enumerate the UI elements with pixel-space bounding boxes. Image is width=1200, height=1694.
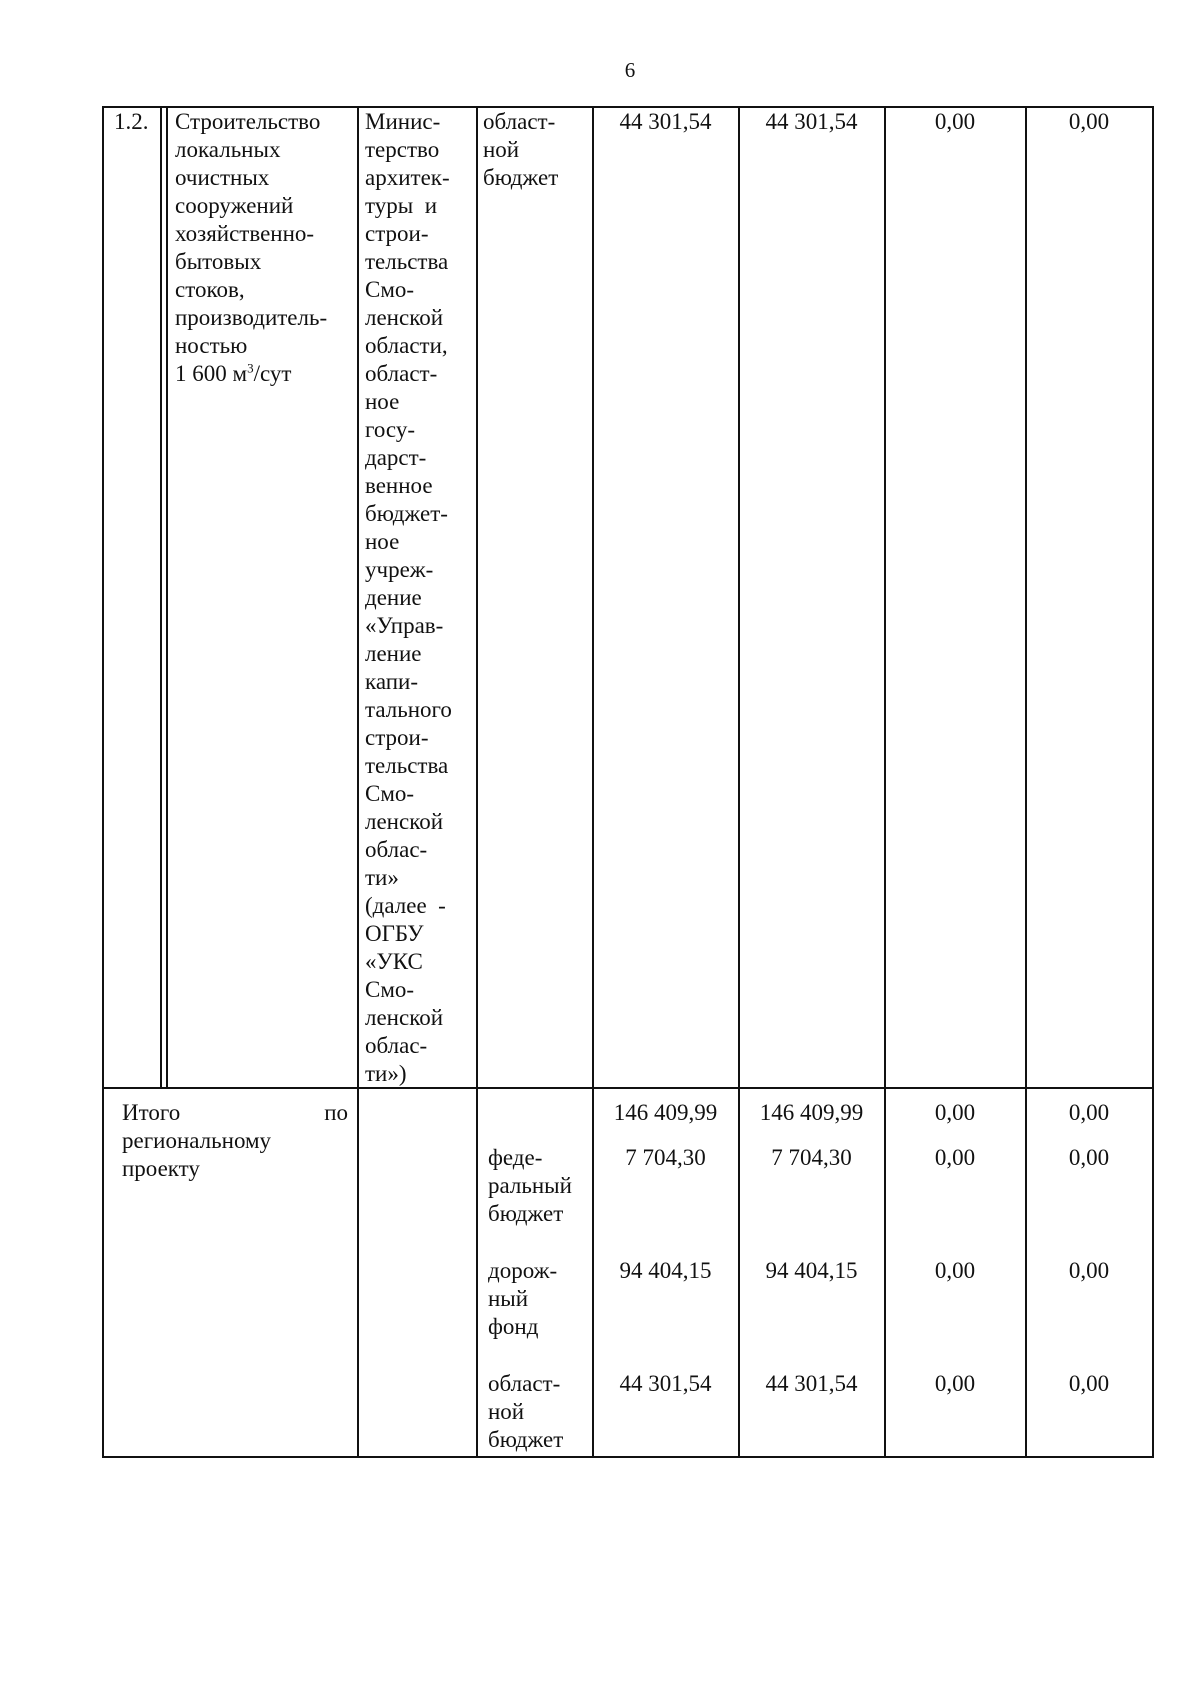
executor-line: терство — [365, 137, 440, 162]
summary-label-word: по — [324, 1100, 348, 1125]
executor-line: (далее - — [365, 893, 446, 918]
executor-line: капи- — [365, 669, 419, 694]
executor-line: венное — [365, 473, 433, 498]
executor-line: дение — [365, 585, 422, 610]
summary-source: област- ной бюджет — [488, 1371, 564, 1452]
executor-line: ОГБУ — [365, 921, 424, 946]
executor-line: «УКС — [365, 949, 423, 974]
table-border-left — [102, 106, 104, 1457]
column-divider — [592, 106, 594, 1457]
summary-label-word: Итого — [122, 1100, 181, 1125]
summary-year-3: 0,00 — [1068, 1100, 1110, 1125]
summary-year-3: 0,00 — [1068, 1258, 1110, 1283]
table-border-right — [1152, 106, 1154, 1457]
executor-line: Минис- — [365, 109, 441, 134]
summary-year-1: 146 409,99 — [759, 1100, 864, 1125]
executor-line: облас- — [365, 837, 428, 862]
amount-year-2: 0,00 — [934, 109, 976, 134]
executor-line: тельства — [365, 753, 449, 778]
amount-total: 44 301,54 — [619, 109, 712, 134]
capacity-unit: /сут — [253, 361, 292, 386]
summary-source: дорож- ный фонд — [488, 1258, 558, 1339]
column-divider — [1025, 106, 1027, 1457]
summary-year-2: 0,00 — [934, 1100, 976, 1125]
executor-line: ленской — [365, 305, 444, 330]
amount-year-1: 44 301,54 — [765, 109, 858, 134]
executor-line: Смо- — [365, 277, 415, 302]
summary-year-3: 0,00 — [1068, 1371, 1110, 1396]
summary-year-2: 0,00 — [934, 1145, 976, 1170]
executor-line: дарст- — [365, 445, 427, 470]
executor-line: ное — [365, 529, 400, 554]
executor-line: област- — [365, 361, 438, 386]
executor-line: «Управ- — [365, 613, 444, 638]
summary-year-1: 7 704,30 — [771, 1145, 852, 1170]
executor-line: ленской — [365, 809, 444, 834]
column-divider — [738, 106, 740, 1457]
summary-total: 7 704,30 — [625, 1145, 706, 1170]
summary-year-1: 94 404,15 — [765, 1258, 858, 1283]
page-number: 6 — [624, 58, 636, 82]
executor-line: ное — [365, 389, 400, 414]
executor-line: ти» — [365, 865, 399, 890]
row-number: 1.2. — [114, 109, 149, 134]
column-divider — [884, 106, 886, 1457]
executor-line: бюджет- — [365, 501, 448, 526]
executor-line: ти») — [365, 1061, 407, 1086]
summary-total: 94 404,15 — [619, 1258, 712, 1283]
activity-name — [175, 108, 353, 388]
executor-line: Смо- — [365, 781, 415, 806]
summary-label — [122, 1099, 348, 1183]
summary-label-rest: региональному проекту — [122, 1128, 272, 1181]
executor-line: архитек- — [365, 165, 450, 190]
column-divider — [160, 106, 162, 1087]
amount-year-3: 0,00 — [1068, 109, 1110, 134]
executor-line: строи- — [365, 725, 429, 750]
executor-line: тельства — [365, 249, 449, 274]
column-divider — [357, 106, 359, 1457]
summary-year-2: 0,00 — [934, 1371, 976, 1396]
summary-year-2: 0,00 — [934, 1258, 976, 1283]
column-divider — [166, 106, 168, 1087]
executor-line: ление — [365, 641, 422, 666]
summary-label-line-1 — [122, 1099, 348, 1127]
executor-line: Смо- — [365, 977, 415, 1002]
executor-line: учреж- — [365, 557, 434, 582]
table-border-bottom — [102, 1456, 1154, 1458]
executor-line: тального — [365, 697, 452, 722]
funding-source: област- ной бюджет — [483, 109, 559, 190]
summary-total: 44 301,54 — [619, 1371, 712, 1396]
activity-name-text: Строительство локальных очистных сооружений хозяйственно- бытовых стоков, производитель- ностью — [175, 109, 328, 358]
summary-year-3: 0,00 — [1068, 1145, 1110, 1170]
executor-line: ленской — [365, 1005, 444, 1030]
capacity-value: 1 600 м — [175, 361, 248, 386]
summary-source: феде- ральный бюджет — [488, 1145, 572, 1226]
row-divider — [102, 1087, 1154, 1089]
activity-capacity — [175, 360, 353, 388]
executor-line: госу- — [365, 417, 415, 442]
executor-line: строи- — [365, 221, 429, 246]
summary-year-1: 44 301,54 — [765, 1371, 858, 1396]
executor — [365, 108, 473, 1088]
column-divider — [476, 106, 478, 1457]
executor-line: облас- — [365, 1033, 428, 1058]
capacity-exponent: 3 — [247, 360, 254, 376]
executor-line: туры и — [365, 193, 438, 218]
summary-total: 146 409,99 — [613, 1100, 718, 1125]
executor-line: области, — [365, 333, 448, 358]
